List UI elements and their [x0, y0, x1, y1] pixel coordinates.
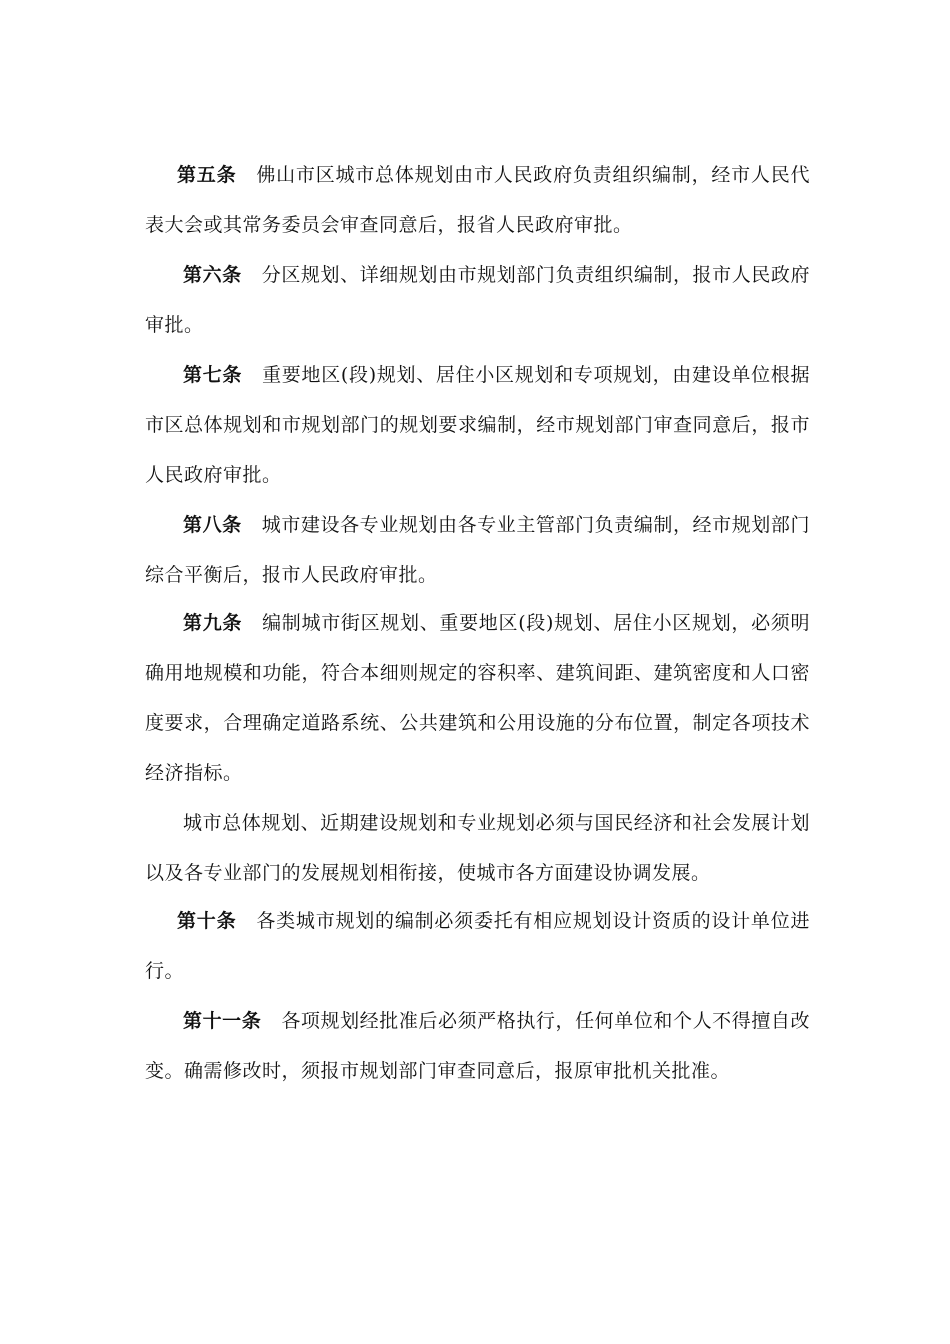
article-11 [145, 996, 810, 1096]
article-text: 重要地区(段)规划、居住小区规划和专项规划，由建设单位根据市区总体规划和市规划部门的规划要求编制，经市规划部门审查同意后，报市人民政府审批。 [145, 364, 810, 486]
article-text: 城市总体规划、近期建设规划和专业规划必须与国民经济和社会发展计划以及各专业部门的发展规划相衔接，使城市各方面建设协调发展。 [145, 812, 810, 884]
article-text: 各类城市规划的编制必须委托有相应规划设计资质的设计单位进行。 [145, 910, 810, 982]
article-7 [145, 350, 810, 500]
article-10 [145, 896, 810, 996]
article-8 [145, 500, 810, 600]
article-label: 第五条 [177, 164, 237, 186]
article-9-paragraph-2 [145, 798, 810, 898]
article-label: 第六条 [183, 264, 242, 286]
article-text: 编制城市街区规划、重要地区(段)规划、居住小区规划，必须明确用地规模和功能，符合本细则规定的容积率、建筑间距、建筑密度和人口密度要求，合理确定道路系统、公共建筑和公用设施的分布位置，制定各项技术经济指标。 [145, 612, 810, 784]
article-label: 第八条 [183, 514, 242, 536]
article-text: 各项规划经批准后必须严格执行，任何单位和个人不得擅自改变。确需修改时，须报市规划部门审查同意后，报原审批机关批准。 [145, 1010, 810, 1082]
article-text: 城市建设各专业规划由各专业主管部门负责编制，经市规划部门综合平衡后，报市人民政府审批。 [145, 514, 810, 586]
article-label: 第九条 [183, 612, 243, 634]
article-label: 第十条 [177, 910, 237, 932]
article-label: 第七条 [183, 364, 243, 386]
article-label: 第十一条 [183, 1010, 262, 1032]
article-text: 佛山市区城市总体规划由市人民政府负责组织编制，经市人民代表大会或其常务委员会审查同意后，报省人民政府审批。 [145, 164, 810, 236]
article-text: 分区规划、详细规划由市规划部门负责组织编制，报市人民政府审批。 [145, 264, 810, 336]
article-6 [145, 250, 810, 350]
article-5 [145, 150, 810, 250]
article-9 [145, 598, 810, 798]
